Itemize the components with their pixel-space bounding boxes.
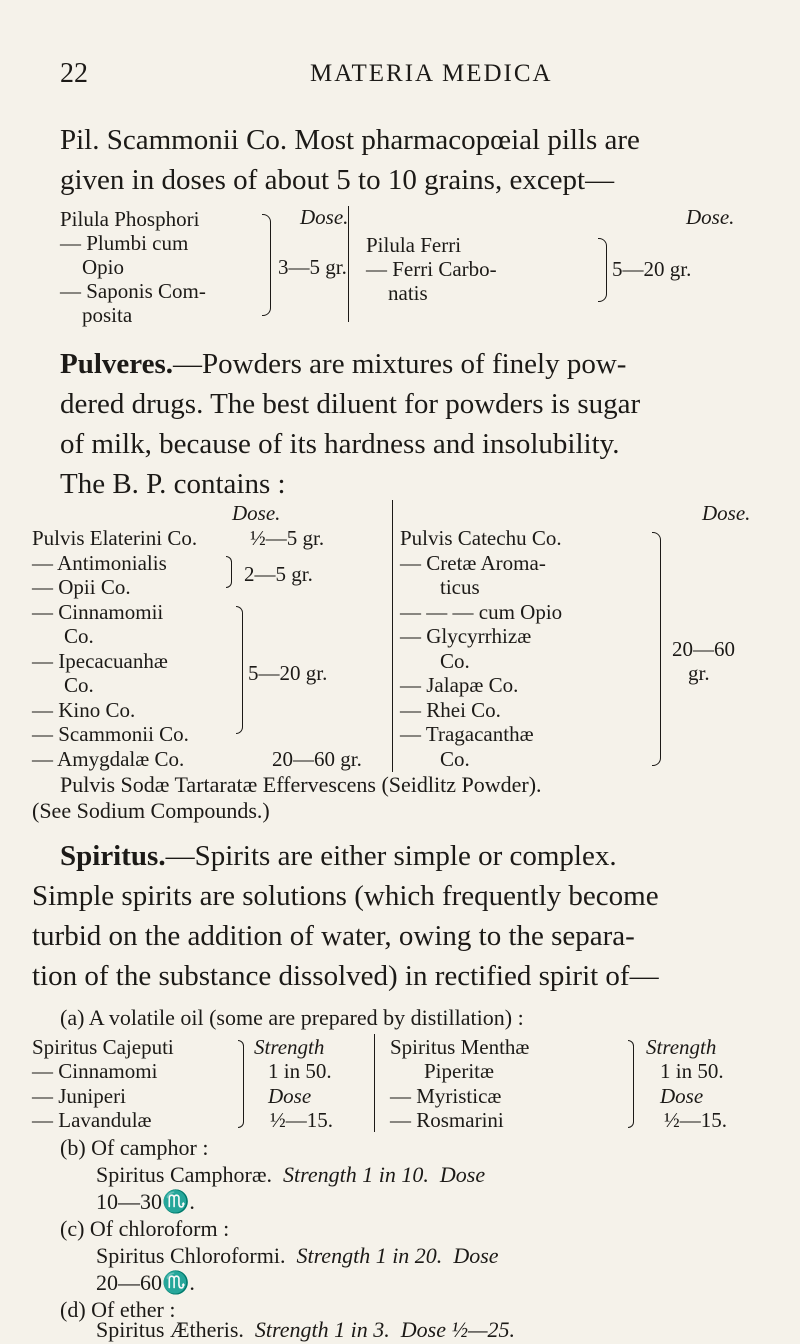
camphor-line: Spiritus Camphoræ. Strength 1 in 10. Dose: [96, 1162, 486, 1187]
brace: [236, 606, 243, 734]
powder-dose: 20—60 gr.: [272, 747, 362, 771]
pill-name: — Ferri Carbo-: [366, 257, 497, 281]
powder-name: Pulvis Catechu Co.: [400, 526, 562, 550]
spiritus-line-2: Simple spirits are solutions (which frequently become: [32, 880, 659, 912]
pill-name: — Plumbi cum: [60, 231, 189, 255]
dose-value: ½—15.: [664, 1108, 727, 1132]
powder-name: — Antimonialis: [32, 551, 167, 575]
strength-heading: Strength: [254, 1035, 325, 1059]
dose-heading: Dose: [268, 1084, 312, 1108]
pulveres-heading: Pulveres.: [60, 348, 174, 380]
powder-name: — Kino Co.: [32, 698, 136, 722]
strength-value: 1 in 50.: [660, 1059, 724, 1083]
chloroform-line: Spiritus Chloroformi. Strength 1 in 20. Dose: [96, 1243, 499, 1268]
chloroform-label: (c) Of chloroform :: [60, 1216, 230, 1241]
strength-value: 1 in 50.: [268, 1059, 332, 1083]
powder-name: Pulvis Elaterini Co.: [32, 526, 198, 550]
pill-name: Pilula Phosphori: [60, 207, 200, 231]
brace: [226, 556, 232, 588]
pill-name: posita: [82, 303, 133, 327]
powder-name: — Scammonii Co.: [32, 722, 189, 746]
pulveres-line-2: dered drugs. The best diluent for powders is sugar: [60, 388, 641, 420]
spirit-name: Spiritus Cajeputi: [32, 1035, 174, 1059]
brace: [628, 1040, 634, 1128]
pill-name: Pilula Ferri: [366, 233, 462, 257]
ether-label: (d) Of ether :: [60, 1297, 176, 1322]
seidlitz-line-2: (See Sodium Compounds.): [32, 798, 270, 823]
powder-dose: 2—5 gr.: [244, 562, 313, 586]
pill-dose: 5—20 gr.: [612, 257, 692, 281]
column-divider: [392, 500, 393, 772]
powder-dose: 5—20 gr.: [248, 661, 328, 685]
brace: [598, 238, 607, 302]
dose-heading: Dose.: [686, 205, 735, 229]
dose-heading: Dose.: [232, 501, 281, 525]
spirit-name: — Lavandulæ: [32, 1108, 152, 1132]
powder-dose: 20—60: [672, 637, 735, 661]
powder-name: Co.: [64, 624, 94, 648]
pill-name: natis: [388, 281, 428, 305]
powder-name: — Rhei Co.: [400, 698, 501, 722]
dose-heading: Dose: [660, 1084, 704, 1108]
spirit-name: Spiritus Menthæ: [390, 1035, 530, 1059]
powder-name: — Cinnamomii: [32, 600, 164, 624]
powder-dose: ½—5 gr.: [250, 526, 325, 550]
powder-name: — Glycyrrhizæ: [400, 624, 532, 648]
column-divider: [348, 206, 349, 322]
brace: [262, 214, 271, 316]
powder-name: — Tragacanthæ: [400, 722, 534, 746]
brace: [238, 1040, 244, 1128]
spiritus-heading: Spiritus.: [60, 840, 166, 872]
column-divider: [374, 1034, 375, 1132]
seidlitz-line-1: Pulvis Sodæ Tartaratæ Effervescens (Seidlitz Powder).: [60, 772, 542, 797]
dose-heading: Dose.: [300, 205, 349, 229]
pulveres-line-3: of milk, because of its hardness and insolubility.: [60, 428, 620, 460]
powder-name: Co.: [440, 649, 470, 673]
powder-dose-unit: gr.: [688, 661, 710, 685]
dose-heading: Dose.: [702, 501, 751, 525]
chloroform-dose: 20—60♏.: [96, 1270, 195, 1295]
powder-name: — Cretæ Aroma-: [400, 551, 546, 575]
powder-name: — Opii Co.: [32, 575, 131, 599]
intro-line-1: Pil. Scammonii Co. Most pharmacopœial pills are: [60, 124, 640, 156]
powder-name: — — — cum Opio: [400, 600, 563, 624]
volatile-heading: (a) A volatile oil (some are prepared by distillation) :: [60, 1005, 524, 1030]
spiritus-line-3: turbid on the addition of water, owing to the separa-: [32, 920, 635, 952]
spirit-name: — Rosmarini: [390, 1108, 504, 1132]
spirit-name: — Juniperi: [32, 1084, 126, 1108]
pill-name: Opio: [82, 255, 124, 279]
spiritus-line-1: Spiritus.—Spirits are either simple or complex.: [60, 840, 617, 872]
running-title: MATERIA MEDICA: [310, 60, 553, 87]
intro-line-2: given in doses of about 5 to 10 grains, except—: [60, 164, 615, 196]
powder-name: — Ipecacuanhæ: [32, 649, 168, 673]
page-number: 22: [60, 58, 88, 89]
strength-heading: Strength: [646, 1035, 717, 1059]
pill-dose: 3—5 gr.: [278, 255, 347, 279]
pulveres-line-1: Pulveres.—Powders are mixtures of finely pow-: [60, 348, 627, 380]
pulveres-line-4: The B. P. contains :: [60, 468, 286, 500]
ether-line: Spiritus Ætheris. Strength 1 in 3. Dose ½—25.: [96, 1317, 516, 1342]
spirit-name: — Myristicæ: [390, 1084, 502, 1108]
powder-name: ticus: [440, 575, 480, 599]
spiritus-line-4: tion of the substance dissolved) in rectified spirit of—: [32, 960, 659, 992]
powder-name: Co.: [440, 747, 470, 771]
powder-name: Co.: [64, 673, 94, 697]
powder-name: — Jalapæ Co.: [400, 673, 519, 697]
camphor-dose: 10—30♏.: [96, 1189, 195, 1214]
spirit-name: Piperitæ: [424, 1059, 495, 1083]
powder-name: — Amygdalæ Co.: [32, 747, 185, 771]
camphor-label: (b) Of camphor :: [60, 1135, 209, 1160]
spirit-name: — Cinnamomi: [32, 1059, 158, 1083]
brace: [652, 532, 661, 766]
pill-name: — Saponis Com-: [60, 279, 206, 303]
dose-value: ½—15.: [270, 1108, 333, 1132]
